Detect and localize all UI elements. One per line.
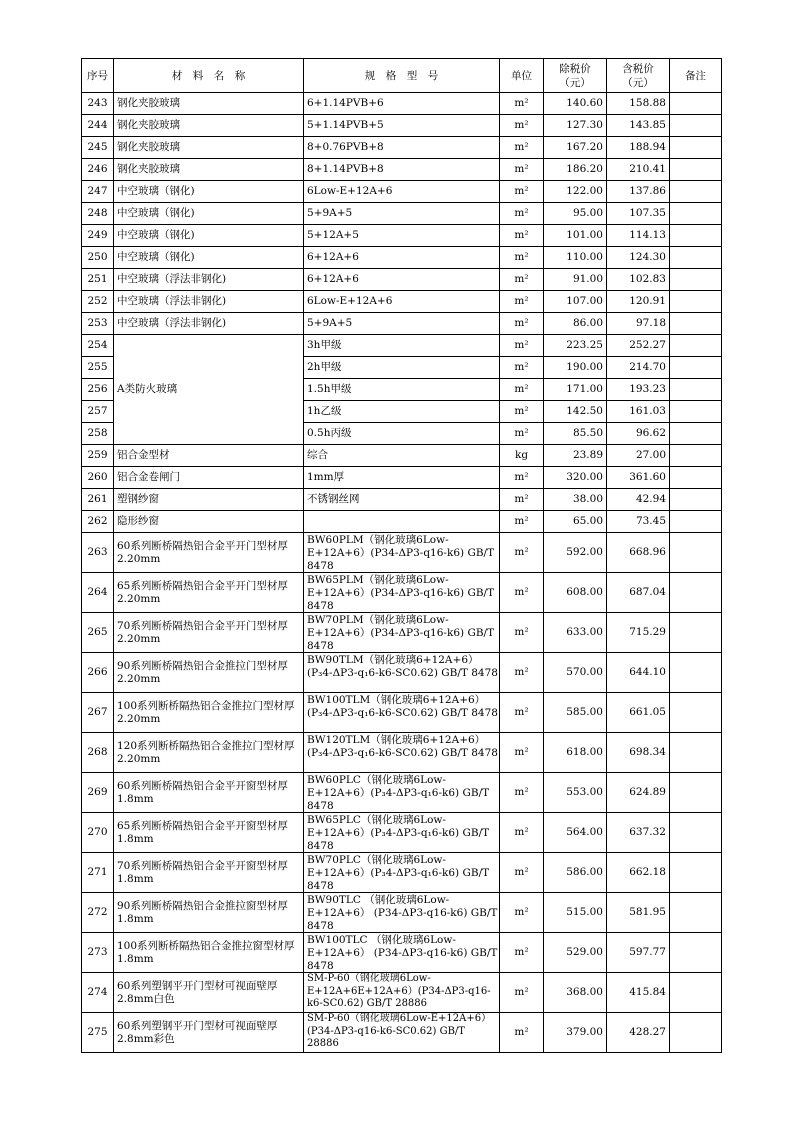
row-unit: m² bbox=[500, 401, 544, 423]
row-spec: 5+9A+5 bbox=[304, 313, 500, 335]
row-unit: m² bbox=[500, 1013, 544, 1053]
row-note bbox=[670, 269, 722, 291]
row-price-in: 644.10 bbox=[607, 653, 670, 693]
row-price-ex: 110.00 bbox=[544, 247, 607, 269]
row-price-in: 361.60 bbox=[607, 467, 670, 489]
row-no: 270 bbox=[82, 813, 114, 853]
row-price-ex: 608.00 bbox=[544, 573, 607, 613]
row-no: 274 bbox=[82, 973, 114, 1013]
row-no: 273 bbox=[82, 933, 114, 973]
row-price-in: 214.70 bbox=[607, 357, 670, 379]
row-no: 256 bbox=[82, 379, 114, 401]
row-name: 中空玻璃（浮法非钢化) bbox=[114, 269, 304, 291]
row-price-ex: 190.00 bbox=[544, 357, 607, 379]
row-spec-text: SM-P-60（钢化玻璃6Low-E+12A+6E+12A+6）(P34-ΔP3-q16-k6-SC0.62) GB/T 28886 bbox=[307, 973, 491, 1009]
row-spec-text: BW120TLM（钢化玻璃6+12A+6）(P₃4-ΔP3-q₁6-k6-SC0.62) GB/T 8478 bbox=[307, 733, 498, 759]
row-name: 中空玻璃（浮法非钢化) bbox=[114, 313, 304, 335]
row-unit: m² bbox=[500, 357, 544, 379]
row-unit: m² bbox=[500, 291, 544, 313]
row-unit: m² bbox=[500, 813, 544, 853]
row-unit: m² bbox=[500, 853, 544, 893]
row-spec: 5+9A+5 bbox=[304, 203, 500, 225]
row-spec: 6Low-E+12A+6 bbox=[304, 291, 500, 313]
table-row bbox=[82, 313, 722, 335]
row-unit: m² bbox=[500, 489, 544, 511]
row-note bbox=[670, 247, 722, 269]
row-spec bbox=[304, 773, 500, 813]
row-price-ex: 65.00 bbox=[544, 511, 607, 533]
row-unit: m² bbox=[500, 225, 544, 247]
row-note bbox=[670, 203, 722, 225]
row-price-ex: 122.00 bbox=[544, 181, 607, 203]
row-note bbox=[670, 93, 722, 115]
row-price-ex: 570.00 bbox=[544, 653, 607, 693]
row-name: 铝合金型材 bbox=[114, 445, 304, 467]
row-price-in: 73.45 bbox=[607, 511, 670, 533]
row-note bbox=[670, 115, 722, 137]
row-note bbox=[670, 313, 722, 335]
row-price-in: 27.00 bbox=[607, 445, 670, 467]
row-price-ex: 101.00 bbox=[544, 225, 607, 247]
row-note bbox=[670, 573, 722, 613]
row-name: 70系列断桥隔热铝合金平开窗型材厚1.8mm bbox=[114, 853, 304, 893]
row-spec-text: BW70PLM（钢化玻璃6Low-E+12A+6）(P34-ΔP3-q16-k6) GB/T 8478 bbox=[307, 613, 495, 652]
row-price-ex: 107.00 bbox=[544, 291, 607, 313]
row-note bbox=[670, 693, 722, 733]
row-unit: m² bbox=[500, 613, 544, 653]
header-spec: 规 格 型 号 bbox=[304, 59, 500, 93]
row-unit: m² bbox=[500, 467, 544, 489]
row-no: 251 bbox=[82, 269, 114, 291]
row-price-ex: 142.50 bbox=[544, 401, 607, 423]
row-price-in: 428.27 bbox=[607, 1013, 670, 1053]
row-name: 60系列塑钢平开门型材可视面壁厚2.8mm白色 bbox=[114, 973, 304, 1013]
row-note bbox=[670, 181, 722, 203]
row-note bbox=[670, 401, 722, 423]
table-row bbox=[82, 115, 722, 137]
row-spec bbox=[304, 653, 500, 693]
row-spec: 8+1.14PVB+8 bbox=[304, 159, 500, 181]
row-price-ex: 85.50 bbox=[544, 423, 607, 445]
row-price-in: 661.05 bbox=[607, 693, 670, 733]
table-row bbox=[82, 653, 722, 693]
table-row bbox=[82, 467, 722, 489]
row-price-ex: 379.00 bbox=[544, 1013, 607, 1053]
row-price-ex: 368.00 bbox=[544, 973, 607, 1013]
row-unit: m² bbox=[500, 137, 544, 159]
row-note bbox=[670, 159, 722, 181]
row-spec: 5+12A+5 bbox=[304, 225, 500, 247]
row-price-in: 415.84 bbox=[607, 973, 670, 1013]
table-row bbox=[82, 613, 722, 653]
row-no: 245 bbox=[82, 137, 114, 159]
row-note bbox=[670, 423, 722, 445]
row-spec-text: BW100TLC （钢化玻璃6Low-E+12A+6） (P34-ΔP3-q16-k6) GB/T 8478 bbox=[307, 933, 498, 972]
row-unit: m² bbox=[500, 181, 544, 203]
row-unit: m² bbox=[500, 511, 544, 533]
row-note bbox=[670, 973, 722, 1013]
row-name: 60系列塑钢平开门型材可视面壁厚2.8mm彩色 bbox=[114, 1013, 304, 1053]
row-spec: 1mm厚 bbox=[304, 467, 500, 489]
row-no: 257 bbox=[82, 401, 114, 423]
row-unit: m² bbox=[500, 313, 544, 335]
price-table bbox=[81, 58, 722, 1053]
row-price-in: 124.30 bbox=[607, 247, 670, 269]
table-row bbox=[82, 933, 722, 973]
row-name: 60系列断桥隔热铝合金平开窗型材厚1.8mm bbox=[114, 773, 304, 813]
row-price-ex: 171.00 bbox=[544, 379, 607, 401]
row-unit: m² bbox=[500, 893, 544, 933]
row-name: 钢化夹胶玻璃 bbox=[114, 115, 304, 137]
row-no: 259 bbox=[82, 445, 114, 467]
row-price-ex: 320.00 bbox=[544, 467, 607, 489]
row-no: 246 bbox=[82, 159, 114, 181]
row-unit: m² bbox=[500, 269, 544, 291]
row-no: 268 bbox=[82, 733, 114, 773]
row-name: 90系列断桥隔热铝合金推拉窗型材厚1.8mm bbox=[114, 893, 304, 933]
row-note bbox=[670, 445, 722, 467]
row-price-ex: 140.60 bbox=[544, 93, 607, 115]
row-unit: m² bbox=[500, 573, 544, 613]
row-unit: m² bbox=[500, 773, 544, 813]
table-row bbox=[82, 269, 722, 291]
row-name: 钢化夹胶玻璃 bbox=[114, 137, 304, 159]
row-name: 100系列断桥隔热铝合金推拉窗型材厚1.8mm bbox=[114, 933, 304, 973]
row-unit: m² bbox=[500, 733, 544, 773]
row-unit: m² bbox=[500, 93, 544, 115]
row-price-in: 687.04 bbox=[607, 573, 670, 613]
row-price-ex: 618.00 bbox=[544, 733, 607, 773]
row-name: 中空玻璃（浮法非钢化) bbox=[114, 291, 304, 313]
row-spec-text: BW70PLC（钢化玻璃6Low-E+12A+6）(P₃4-ΔP3-q₁6-k6) GB/T 8478 bbox=[307, 853, 490, 892]
row-price-in: 158.88 bbox=[607, 93, 670, 115]
row-name: 中空玻璃（钢化) bbox=[114, 203, 304, 225]
row-name-merged: A类防火玻璃 bbox=[114, 335, 304, 445]
row-price-in: 42.94 bbox=[607, 489, 670, 511]
row-no: 266 bbox=[82, 653, 114, 693]
table-row bbox=[82, 573, 722, 613]
row-note bbox=[670, 467, 722, 489]
header-note: 备注 bbox=[670, 59, 722, 93]
row-unit: m² bbox=[500, 533, 544, 573]
row-price-ex: 86.00 bbox=[544, 313, 607, 335]
row-note bbox=[670, 1013, 722, 1053]
row-unit: m² bbox=[500, 423, 544, 445]
row-price-ex: 95.00 bbox=[544, 203, 607, 225]
header-price-ex-tax: 除税价 （元） bbox=[544, 59, 607, 93]
row-price-in: 624.89 bbox=[607, 773, 670, 813]
row-price-in: 252.27 bbox=[607, 335, 670, 357]
row-no: 244 bbox=[82, 115, 114, 137]
row-spec bbox=[304, 613, 500, 653]
row-price-ex: 23.89 bbox=[544, 445, 607, 467]
row-price-in: 668.96 bbox=[607, 533, 670, 573]
row-unit: m² bbox=[500, 247, 544, 269]
row-spec-text: BW65PLC（钢化玻璃6Low-E+12A+6）(P₃4-ΔP3-q₁6-k6) GB/T 8478 bbox=[307, 813, 490, 852]
row-no: 262 bbox=[82, 511, 114, 533]
row-spec: 不锈钢丝网 bbox=[304, 489, 500, 511]
row-price-ex: 586.00 bbox=[544, 853, 607, 893]
row-no: 260 bbox=[82, 467, 114, 489]
row-spec bbox=[304, 893, 500, 933]
row-price-in: 188.94 bbox=[607, 137, 670, 159]
header-name: 材 料 名 称 bbox=[114, 59, 304, 93]
row-unit: m² bbox=[500, 159, 544, 181]
row-price-in: 637.32 bbox=[607, 813, 670, 853]
row-spec bbox=[304, 1013, 500, 1053]
row-spec-text: BW60PLC（钢化玻璃6Low-E+12A+6）(P₃4-ΔP3-q₁6-k6) GB/T 8478 bbox=[307, 773, 490, 812]
row-no: 264 bbox=[82, 573, 114, 613]
table-header-row bbox=[82, 59, 722, 93]
row-spec bbox=[304, 853, 500, 893]
row-note bbox=[670, 489, 722, 511]
row-note bbox=[670, 773, 722, 813]
row-note bbox=[670, 613, 722, 653]
row-unit: m² bbox=[500, 379, 544, 401]
row-no: 267 bbox=[82, 693, 114, 733]
row-spec bbox=[304, 573, 500, 613]
row-price-in: 107.35 bbox=[607, 203, 670, 225]
row-spec-text: BW60PLM（钢化玻璃6Low-E+12A+6）(P34-ΔP3-q16-k6) GB/T 8478 bbox=[307, 533, 495, 572]
row-price-in: 581.95 bbox=[607, 893, 670, 933]
table-row bbox=[82, 853, 722, 893]
row-name: 铝合金卷闸门 bbox=[114, 467, 304, 489]
row-unit: m² bbox=[500, 653, 544, 693]
row-note bbox=[670, 379, 722, 401]
row-name: 隐形纱窗 bbox=[114, 511, 304, 533]
row-spec bbox=[304, 813, 500, 853]
row-price-in: 193.23 bbox=[607, 379, 670, 401]
row-no: 254 bbox=[82, 335, 114, 357]
row-note bbox=[670, 933, 722, 973]
row-spec: 8+0.76PVB+8 bbox=[304, 137, 500, 159]
row-price-ex: 38.00 bbox=[544, 489, 607, 511]
row-no: 248 bbox=[82, 203, 114, 225]
row-spec: 6+12A+6 bbox=[304, 269, 500, 291]
row-price-in: 97.18 bbox=[607, 313, 670, 335]
row-no: 253 bbox=[82, 313, 114, 335]
row-price-ex: 167.20 bbox=[544, 137, 607, 159]
row-price-ex: 633.00 bbox=[544, 613, 607, 653]
row-spec: 6Low-E+12A+6 bbox=[304, 181, 500, 203]
header-price-in-tax: 含税价 （元） bbox=[607, 59, 670, 93]
table-row bbox=[82, 693, 722, 733]
table-row bbox=[82, 813, 722, 853]
row-note bbox=[670, 225, 722, 247]
row-note bbox=[670, 357, 722, 379]
table-row bbox=[82, 893, 722, 933]
table-row bbox=[82, 973, 722, 1013]
row-spec-text: BW90TLM（钢化玻璃6+12A+6）(P₃4-ΔP3-q₁6-k6-SC0.62) GB/T 8478 bbox=[307, 653, 498, 679]
row-spec: 5+1.14PVB+5 bbox=[304, 115, 500, 137]
row-name: 65系列断桥隔热铝合金平开窗型材厚1.8mm bbox=[114, 813, 304, 853]
row-price-in: 210.41 bbox=[607, 159, 670, 181]
row-note bbox=[670, 533, 722, 573]
row-name: 中空玻璃（钢化) bbox=[114, 247, 304, 269]
row-name: 100系列断桥隔热铝合金推拉门型材厚2.20mm bbox=[114, 693, 304, 733]
row-price-in: 161.03 bbox=[607, 401, 670, 423]
row-note bbox=[670, 813, 722, 853]
table-row bbox=[82, 247, 722, 269]
row-no: 271 bbox=[82, 853, 114, 893]
row-price-ex: 553.00 bbox=[544, 773, 607, 813]
row-name: 钢化夹胶玻璃 bbox=[114, 159, 304, 181]
row-name: 中空玻璃（钢化) bbox=[114, 181, 304, 203]
row-unit: m² bbox=[500, 335, 544, 357]
row-spec: 6+1.14PVB+6 bbox=[304, 93, 500, 115]
row-spec: 综合 bbox=[304, 445, 500, 467]
row-unit: m² bbox=[500, 115, 544, 137]
row-spec-text: BW100TLM（钢化玻璃6+12A+6）(P₃4-ΔP3-q₁6-k6-SC0.62) GB/T 8478 bbox=[307, 693, 498, 719]
table-row bbox=[82, 137, 722, 159]
row-price-in: 120.91 bbox=[607, 291, 670, 313]
row-name: 90系列断桥隔热铝合金推拉门型材厚2.20mm bbox=[114, 653, 304, 693]
row-no: 243 bbox=[82, 93, 114, 115]
row-no: 255 bbox=[82, 357, 114, 379]
row-name: 65系列断桥隔热铝合金平开门型材厚2.20mm bbox=[114, 573, 304, 613]
row-note bbox=[670, 853, 722, 893]
row-spec-text: BW90TLC （钢化玻璃6Low-E+12A+6） (P34-ΔP3-q16-k6) GB/T 8478 bbox=[307, 893, 498, 932]
table-row bbox=[82, 511, 722, 533]
row-price-ex: 91.00 bbox=[544, 269, 607, 291]
row-spec bbox=[304, 933, 500, 973]
table-row bbox=[82, 1013, 722, 1053]
row-price-in: 715.29 bbox=[607, 613, 670, 653]
row-price-in: 137.86 bbox=[607, 181, 670, 203]
row-spec: 0.5h丙级 bbox=[304, 423, 500, 445]
row-spec-text: SM-P-60（钢化玻璃6Low-E+12A+6）(P34-ΔP3-q16-k6-SC0.62) GB/T 28886 bbox=[307, 1013, 492, 1049]
row-name: 塑钢纱窗 bbox=[114, 489, 304, 511]
row-spec bbox=[304, 973, 500, 1013]
row-price-in: 698.34 bbox=[607, 733, 670, 773]
row-no: 261 bbox=[82, 489, 114, 511]
table-row bbox=[82, 773, 722, 813]
table-row bbox=[82, 93, 722, 115]
row-no: 272 bbox=[82, 893, 114, 933]
row-spec: 2h甲级 bbox=[304, 357, 500, 379]
row-unit: kg bbox=[500, 445, 544, 467]
row-price-ex: 127.30 bbox=[544, 115, 607, 137]
row-no: 265 bbox=[82, 613, 114, 653]
row-name: 120系列断桥隔热铝合金推拉门型材厚2.20mm bbox=[114, 733, 304, 773]
table-row bbox=[82, 159, 722, 181]
row-spec bbox=[304, 533, 500, 573]
row-spec: 3h甲级 bbox=[304, 335, 500, 357]
row-note bbox=[670, 653, 722, 693]
row-spec bbox=[304, 511, 500, 533]
row-price-in: 662.18 bbox=[607, 853, 670, 893]
table-row bbox=[82, 533, 722, 573]
row-note bbox=[670, 335, 722, 357]
row-no: 263 bbox=[82, 533, 114, 573]
row-price-ex: 592.00 bbox=[544, 533, 607, 573]
row-no: 275 bbox=[82, 1013, 114, 1053]
row-unit: m² bbox=[500, 203, 544, 225]
table-row bbox=[82, 225, 722, 247]
table-row bbox=[82, 335, 722, 357]
row-no: 252 bbox=[82, 291, 114, 313]
row-no: 249 bbox=[82, 225, 114, 247]
row-spec: 1.5h甲级 bbox=[304, 379, 500, 401]
row-price-in: 96.62 bbox=[607, 423, 670, 445]
row-price-ex: 564.00 bbox=[544, 813, 607, 853]
row-unit: m² bbox=[500, 933, 544, 973]
table-row bbox=[82, 733, 722, 773]
row-spec: 6+12A+6 bbox=[304, 247, 500, 269]
row-note bbox=[670, 291, 722, 313]
row-price-in: 114.13 bbox=[607, 225, 670, 247]
row-spec bbox=[304, 733, 500, 773]
table-row bbox=[82, 203, 722, 225]
row-no: 250 bbox=[82, 247, 114, 269]
table-row bbox=[82, 181, 722, 203]
row-name: 中空玻璃（钢化) bbox=[114, 225, 304, 247]
row-price-ex: 186.20 bbox=[544, 159, 607, 181]
row-note bbox=[670, 137, 722, 159]
row-price-ex: 529.00 bbox=[544, 933, 607, 973]
row-price-in: 143.85 bbox=[607, 115, 670, 137]
header-no: 序号 bbox=[82, 59, 114, 93]
header-unit: 单位 bbox=[500, 59, 544, 93]
row-unit: m² bbox=[500, 693, 544, 733]
row-spec bbox=[304, 693, 500, 733]
row-spec-text: BW65PLM（钢化玻璃6Low-E+12A+6）(P34-ΔP3-q16-k6) GB/T 8478 bbox=[307, 573, 495, 612]
row-note bbox=[670, 511, 722, 533]
row-price-in: 597.77 bbox=[607, 933, 670, 973]
table-row bbox=[82, 445, 722, 467]
table-row bbox=[82, 489, 722, 511]
row-no: 258 bbox=[82, 423, 114, 445]
row-price-ex: 585.00 bbox=[544, 693, 607, 733]
row-name: 70系列断桥隔热铝合金平开门型材厚2.20mm bbox=[114, 613, 304, 653]
row-price-ex: 515.00 bbox=[544, 893, 607, 933]
row-price-ex: 223.25 bbox=[544, 335, 607, 357]
row-note bbox=[670, 893, 722, 933]
table-row bbox=[82, 291, 722, 313]
row-price-in: 102.83 bbox=[607, 269, 670, 291]
row-no: 269 bbox=[82, 773, 114, 813]
row-no: 247 bbox=[82, 181, 114, 203]
row-name: 钢化夹胶玻璃 bbox=[114, 93, 304, 115]
row-note bbox=[670, 733, 722, 773]
row-spec: 1h乙级 bbox=[304, 401, 500, 423]
row-unit: m² bbox=[500, 973, 544, 1013]
row-name: 60系列断桥隔热铝合金平开门型材厚2.20mm bbox=[114, 533, 304, 573]
